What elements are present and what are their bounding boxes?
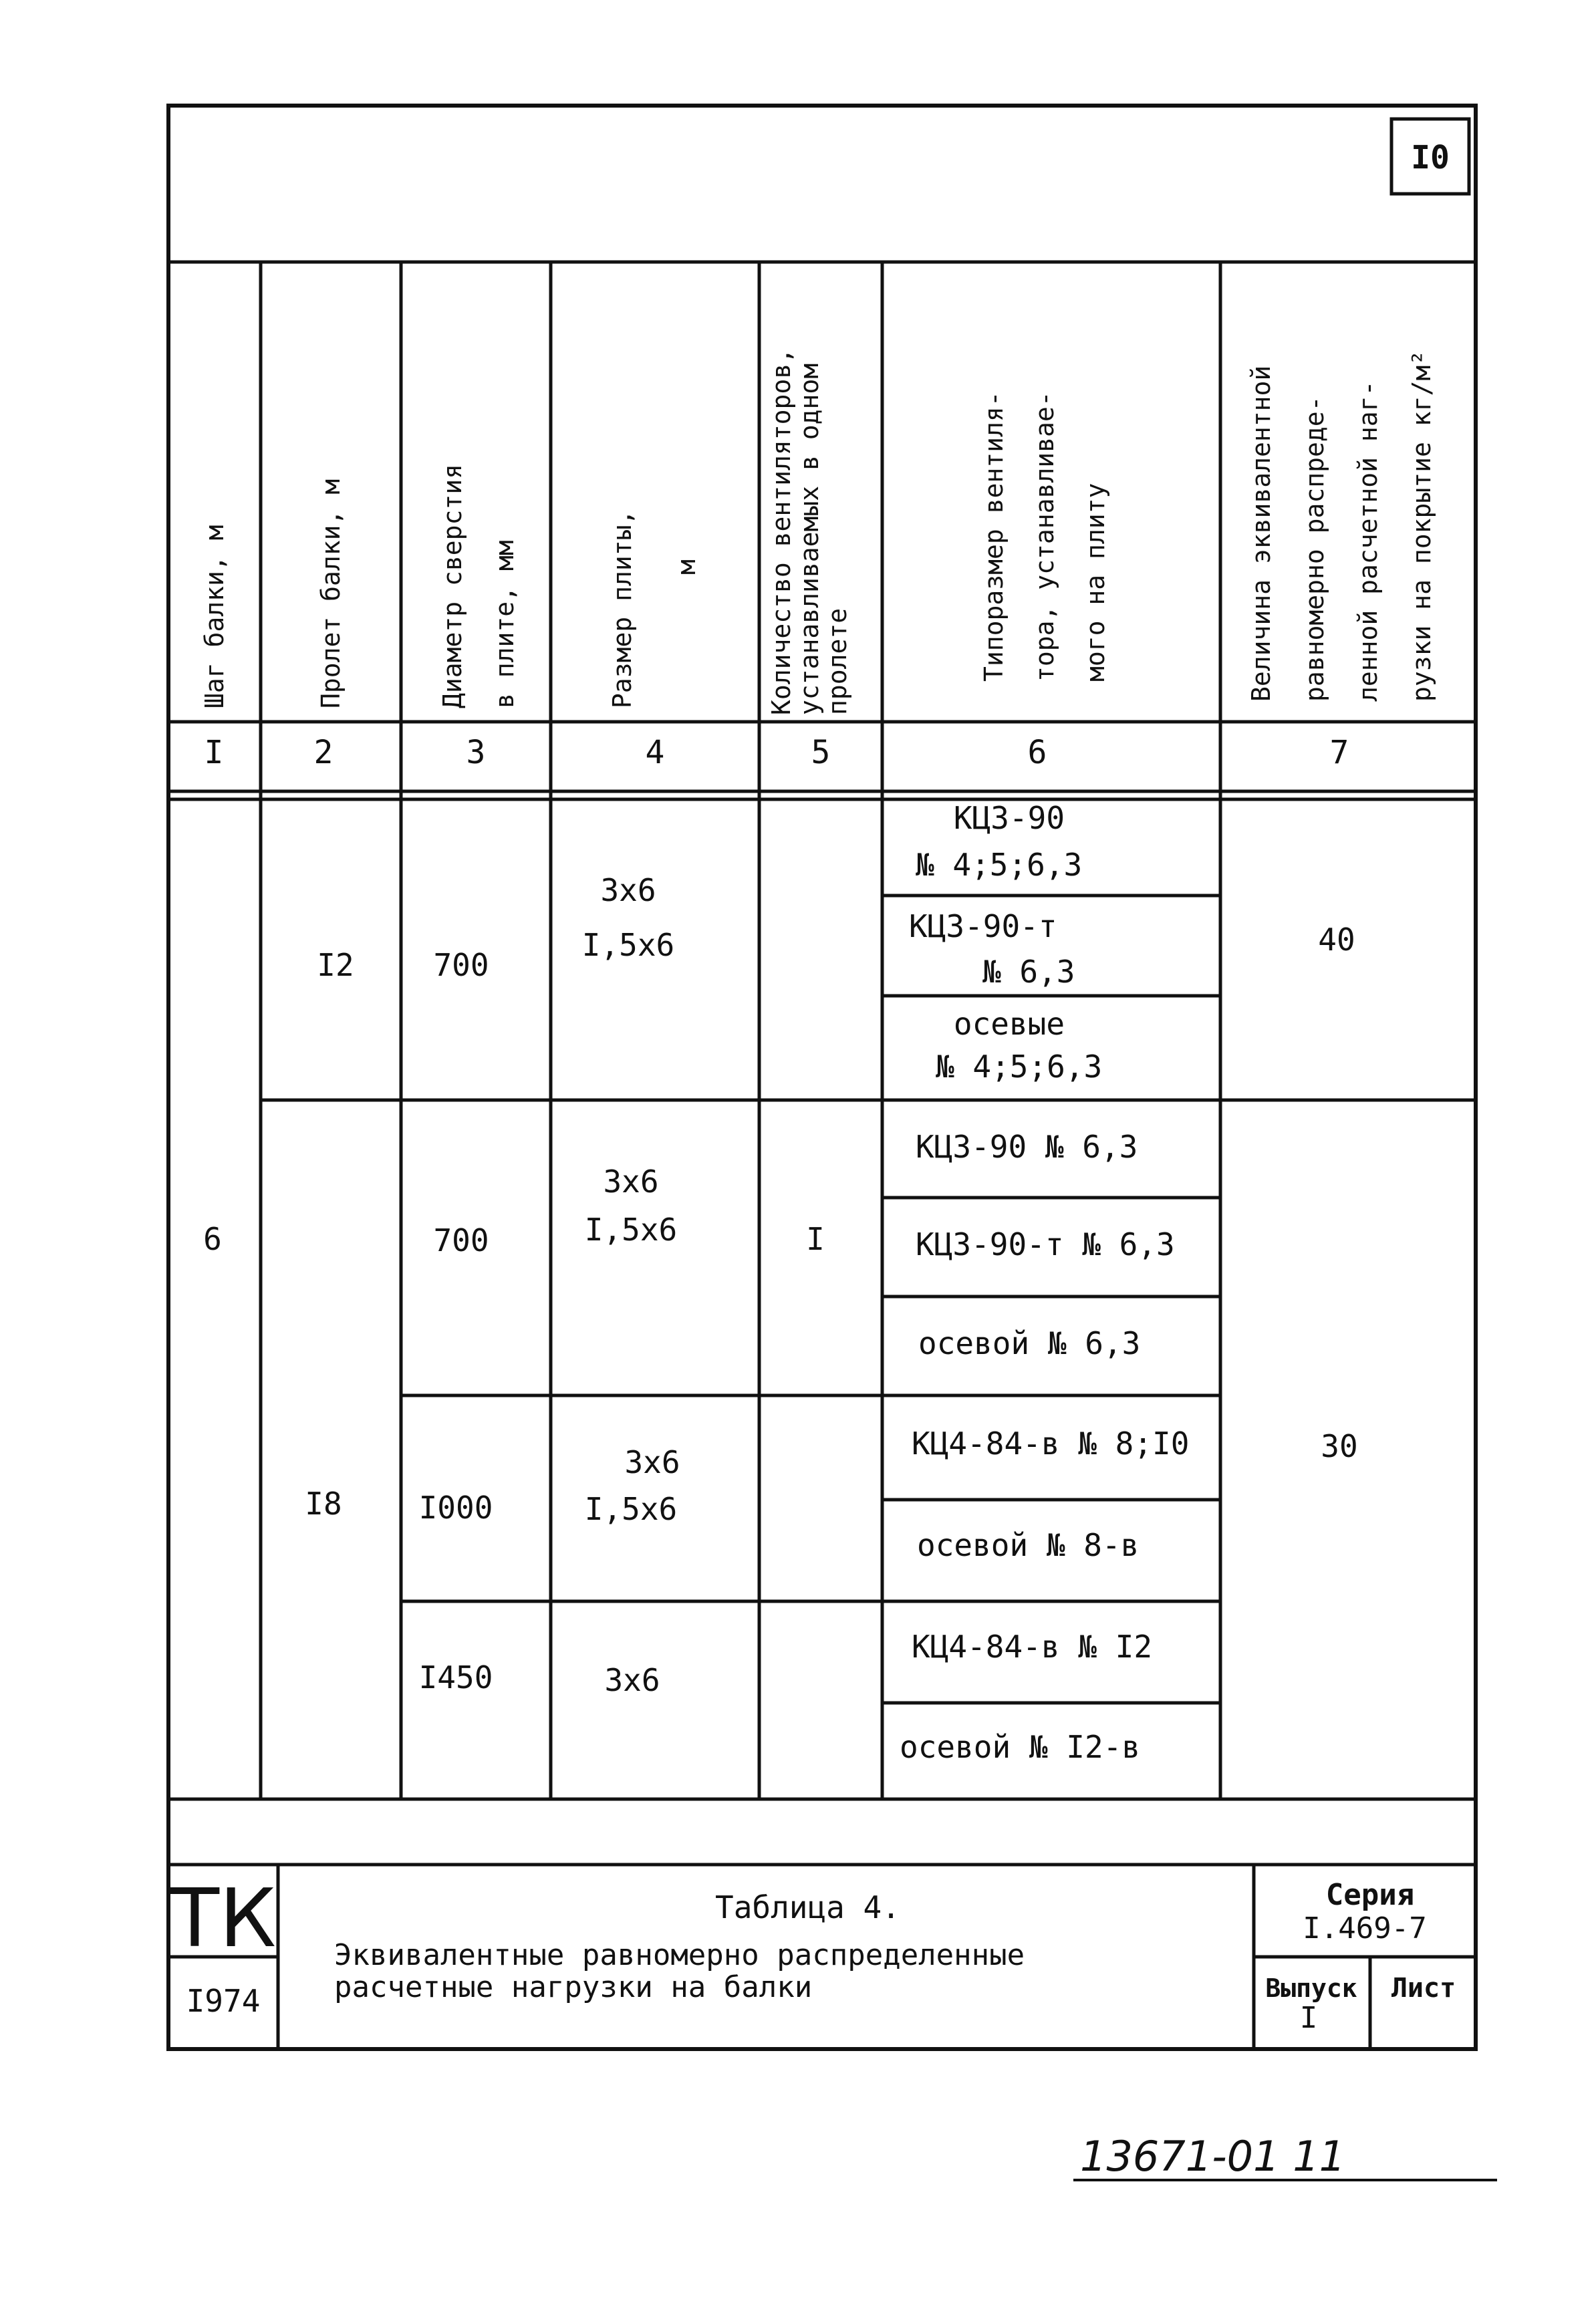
issue-value: I <box>1299 2001 1318 2035</box>
header-plate-2: м <box>672 559 701 575</box>
column-number-7: 7 <box>1329 734 1349 771</box>
title-block <box>170 1873 1456 2035</box>
table-body <box>203 800 1358 1765</box>
load-value-30: 30 <box>1321 1428 1358 1464</box>
span-value-18: I8 <box>305 1486 342 1522</box>
header-count-3: пролете <box>823 607 852 715</box>
header-diameter-2: в плите, мм <box>490 540 519 708</box>
issue-label: Выпуск <box>1265 1974 1357 2003</box>
fan-type-b1: КЦ3-90 № 6,3 <box>916 1129 1138 1165</box>
fan-type-a1-line2: № 4;5;6,3 <box>916 847 1083 883</box>
fan-type-b3: осевой № 6,3 <box>918 1325 1141 1361</box>
table-row <box>317 800 1355 1085</box>
header-type-1: Типоразмер вентиля- <box>979 391 1009 682</box>
sheet-label: Лист <box>1391 1973 1456 2004</box>
table-caption-line1: Эквивалентные равномерно распределенные <box>334 1938 1025 1972</box>
header-span: Пролет балки, м <box>316 479 346 708</box>
diameter-value-1450: I450 <box>418 1659 493 1696</box>
fan-type-d2: осевой № I2-в <box>900 1729 1141 1765</box>
header-plate-1: Размер плиты, <box>608 509 637 708</box>
series-label: Серия <box>1325 1878 1415 1912</box>
fan-type-d1: КЦ4-84-в № I2 <box>912 1629 1153 1665</box>
table-label: Таблица 4. <box>715 1889 900 1925</box>
fan-type-c2: осевой № 8-в <box>917 1527 1140 1563</box>
plate-size-c2: I,5х6 <box>584 1491 678 1527</box>
column-number-4: 4 <box>645 734 665 771</box>
column-number-1: I <box>204 734 224 771</box>
column-number-5: 5 <box>811 734 831 771</box>
series-value: I.469-7 <box>1303 1911 1427 1945</box>
year: I974 <box>186 1983 261 2019</box>
plate-size-b2: I,5х6 <box>584 1212 678 1248</box>
sheet-number: I0 <box>1411 139 1450 176</box>
header-load-4: рузки на покрытие кг/м² <box>1407 350 1436 702</box>
header-count-2: устанавливаемых в одном <box>795 363 824 715</box>
plate-size-b1: 3х6 <box>603 1164 659 1200</box>
header-type-3: мого на плиту <box>1081 483 1110 682</box>
header-step: Шаг балки, м <box>200 525 229 708</box>
column-number-6: 6 <box>1027 734 1047 771</box>
organization-logo: ТК <box>170 1873 277 1966</box>
diameter-value-700a: 700 <box>433 947 489 983</box>
header-load-1: Величина эквивалентной <box>1246 365 1276 702</box>
inventory-number-text: 13671-01 11 <box>1080 2132 1346 2181</box>
table-row <box>305 1129 1357 1765</box>
header-count-1: Количество вентиляторов, <box>767 348 796 715</box>
fan-type-a2-line2: № 6,3 <box>982 954 1075 990</box>
plate-size-a2: I,5х6 <box>581 927 675 963</box>
header-load-3: ленной расчетной наг- <box>1353 380 1383 702</box>
plate-size-c1: 3х6 <box>624 1444 680 1480</box>
header-type-2: тора, устанавливае- <box>1030 391 1059 682</box>
inventory-number <box>1073 2132 1497 2181</box>
diameter-value-700b: 700 <box>433 1222 489 1258</box>
fan-type-b2: КЦ3-90-т № 6,3 <box>916 1226 1175 1262</box>
diameter-value-1000: I000 <box>418 1490 493 1526</box>
plate-size-a1: 3х6 <box>600 872 656 908</box>
column-number-3: 3 <box>466 734 486 771</box>
fan-count-value: I <box>806 1221 825 1257</box>
fan-type-c1: КЦ4-84-в № 8;I0 <box>912 1426 1190 1462</box>
fan-type-a1-line1: КЦ3-90 <box>953 800 1065 836</box>
column-numbers <box>205 734 1349 771</box>
span-value-12: I2 <box>317 947 354 983</box>
fan-type-a3-line1: осевые <box>953 1006 1065 1042</box>
column-number-2: 2 <box>313 734 334 771</box>
plate-size-d1: 3х6 <box>604 1662 660 1698</box>
header-diameter-1: Диаметр сверстия <box>438 463 467 708</box>
fan-type-a2-line1: КЦ3-90-т <box>909 908 1057 944</box>
table-caption-line2: расчетные нагрузки на балки <box>334 1970 813 2004</box>
load-value-40: 40 <box>1318 922 1355 958</box>
step-value: 6 <box>203 1221 222 1257</box>
column-headers <box>200 348 1436 715</box>
header-load-2: равномерно распреде- <box>1300 396 1329 702</box>
fan-type-a3-line2: № 4;5;6,3 <box>936 1049 1103 1085</box>
